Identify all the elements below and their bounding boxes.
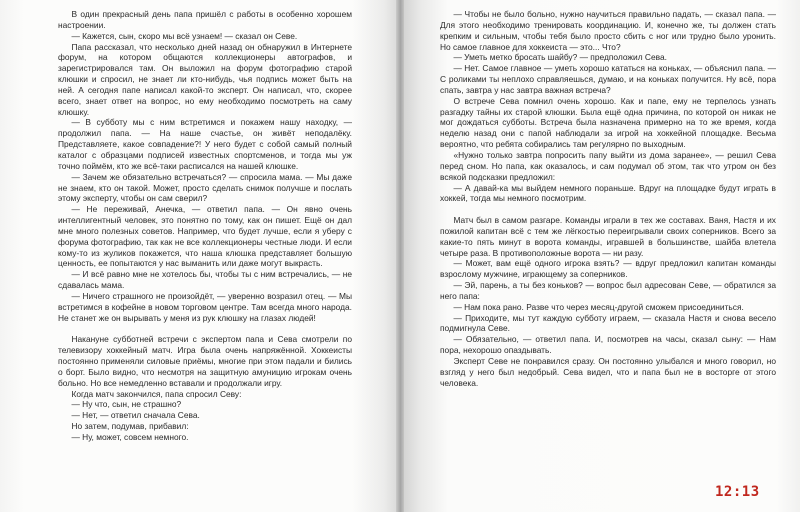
paragraph: — Обязательно, — ответил папа. И, посмотрев на часы, сказал сыну: — Нам пора, нехорошо опаздывать. (440, 334, 776, 356)
paragraph: — Эй, парень, а ты без коньков? — вопрос был адресован Севе, — обратился за него папа: (440, 280, 776, 301)
right-page-text (440, 9, 776, 389)
paragraph: — Уметь метко бросать шайбу? — предположил Сева. (453, 52, 667, 63)
paragraph: — Нет, — ответил сначала Сева. (71, 410, 200, 421)
paragraph: — Не переживай, Анечка, — ответил папа. — Он явно очень интеллигентный человек, это понятно по тому, как он пишет. Ещё он дал мне много полезных советов. Например, что будет лучше, если я уберу с форума фотографию, так как не все коллекционеры честные люди. И если кому-то из жуликов покажется, что наша клюшка представляет большую ценность, ее попытаются у нас выманить или даже могут выкрасть. (58, 204, 352, 269)
paragraph: — Ну, может, совсем немного. (71, 431, 189, 442)
right-page (400, 0, 800, 512)
paragraph: — И всё равно мне не хотелось бы, чтобы ты с ним встречались, — не сдавалась мама. (58, 269, 352, 291)
paragraph: Когда матч закончился, папа спросил Севу: (71, 388, 242, 399)
paragraph: — Ничего страшного не произойдёт, — уверенно возразил отец. — Мы встретимся в кофейне в новом торговом центре. Там всегда много народа. Не станет же он вырывать у меня из рук клюшку на глазах людей! (58, 290, 352, 323)
paragraph: — Приходите, мы тут каждую субботу играем, — сказала Настя и снова весело подмигнула Севе. (440, 312, 776, 334)
paragraph: Матч был в самом разгаре. Команды играли в тех же составах. Ваня, Настя и их пожилой капитан всё с тем же лёгкостью переигрывали своих соперников. Всего за какие-то пять минут в ворота команды, игравшей в большинстве, шайба влетела четыре раза. В противоположные ворота — ни разу. (440, 215, 776, 258)
book-gutter-shadow (396, 0, 404, 512)
paragraph: Но затем, подумав, прибавил: (71, 421, 189, 432)
paragraph: — Чтобы не было больно, нужно научиться правильно падать, — сказал папа. — Для этого необходимо тренировать координацию. И, конечно же, ты должен стать крепким и сильным, чтобы тебя было просто сбить с ног или трудно было уронить. Но самое главное для хоккеиста — это... Что? (440, 9, 776, 52)
paragraph: Накануне субботней встречи с экспертом папа и Сева смотрели по телевизору хоккейный матч. Игра была очень напряжённой. Хоккеисты постоянно применяли силовые приёмы, многие при этом падали и бились о борт. Было видно, что несмотря на защитную амуницию игрокам очень больно. Но все немедленно вставали и продолжали игру. (58, 334, 352, 388)
paragraph: — Ну что, сын, не страшно? (71, 399, 182, 410)
paragraph: О встрече Сева помнил очень хорошо. Как и папе, ему не терпелось узнать разгадку тайны их старой клюшки. Была ещё одна причина, по которой он никак не мог дождаться субботы. Встреча была назначена примерно на то же время, когда неделю назад они с папой наблюдали за игрой на хоккейной площадке. Весьма вероятно, что ребята собирались там регулярно по выходным. (440, 95, 776, 150)
paragraph: В один прекрасный день папа пришёл с работы в особенно хорошем настроении. (58, 9, 352, 30)
paragraph: Эксперт Севе не понравился сразу. Он постоянно улыбался и много говорил, но взгляд у него был недобрый. Сева видел, что и папа был не в восторге от этого человека. (440, 356, 776, 388)
paragraph: — Зачем же обязательно встречаться? — спросила мама. — Мы даже не знаем, кто он такой. Может, просто сделать снимок получше и послать этому эксперту, чтобы он сам сверил? (58, 171, 352, 204)
paragraph: — А давай-ка мы выйдем немного пораньше. Вдруг на площадке будут играть в хоккей, тогда мы немного посмотрим. (440, 182, 776, 204)
paragraph: «Нужно только завтра попросить папу выйти из дома заранее», — решил Сева перед сном. Но папа, как оказалось, и сам подумал об этом, так что утром он без всякой подсказки предложил: (440, 149, 776, 182)
paragraph: — Может, вам ещё одного игрока взять? — вдруг предложил капитан команды взрослому мужчине, играющему за соперников. (440, 258, 776, 280)
paragraph: — В субботу мы с ним встретимся и покажем нашу находку, — продолжил папа. — На наше счастье, он живёт неподалёку. Представляете, какое совпадение?! У него будет с собой самый полный каталог с образцами подписей известных спортсменов, и тогда мы уж точно поймём, кто же всё-таки расписался на нашей клюшке. (58, 117, 352, 171)
left-page-text (58, 9, 352, 443)
paragraph: Папа рассказал, что несколько дней назад он обнаружил в Интернете форум, на котором общаются коллекционеры автографов, и зарегистрировался там. Он выложил на форум фотографию старой клюшки и спросил, не знает ли кто-нибудь, чья подпись может быть на ней. А сегодня папе написал какой-то эксперт. Он написал, что, скорее всего, знает ответ на вопрос, но ему необходимо посмотреть на саму клюшку. (58, 41, 352, 117)
paragraph: — Нет. Самое главное — уметь хорошо кататься на коньках, — объяснил папа. — С роликами ты неплохо справляешься, думаю, и на коньках получится. Ну всё, пора спать, завтра у нас завтра важная встреча? (440, 63, 776, 95)
paragraph: — Нам пока рано. Разве что через месяц-другой сможем присоединиться. (453, 301, 744, 312)
paragraph: — Кажется, сын, скоро мы всё узнаем! — сказал он Севе. (71, 30, 298, 41)
page-number: 12:13 (715, 484, 760, 500)
